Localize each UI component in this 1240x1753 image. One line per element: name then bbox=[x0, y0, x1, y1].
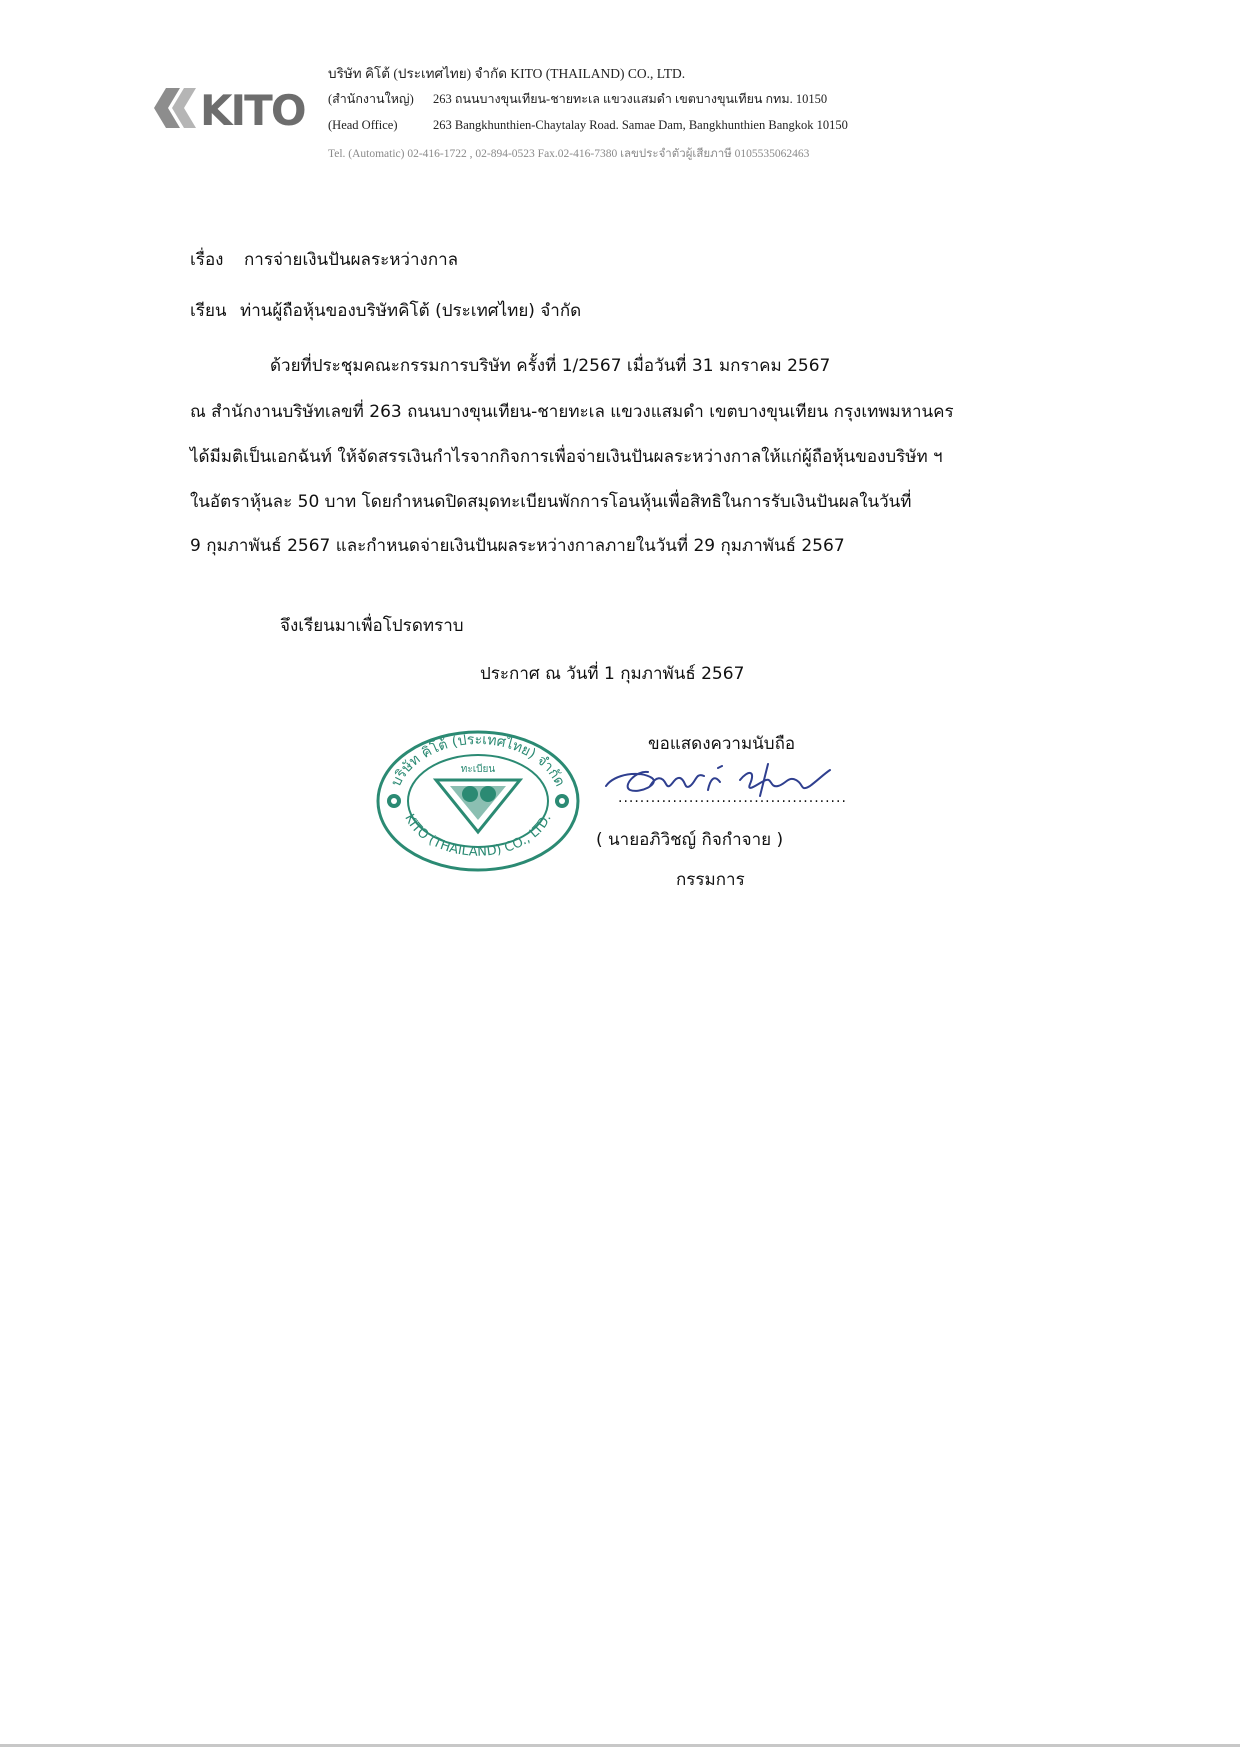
body-line: 9 กุมภาพันธ์ 2567 และกำหนดจ่ายเงินปันผลระหว่างกาลภายในวันที่ 29 กุมภาพันธ์ 2567 bbox=[190, 536, 845, 556]
company-stamp bbox=[374, 728, 582, 874]
stamp-bottom-text: KITO (THAILAND) CO., LTD. bbox=[401, 811, 555, 860]
head-office-thai-address: 263 ถนนบางขุนเทียน-ชายทะเล แขวงแสมดำ เขตบางขุนเทียน กทม. 10150 bbox=[433, 92, 828, 106]
subject-text: การจ่ายเงินปันผลระหว่างกาล bbox=[244, 250, 459, 270]
kito-logo bbox=[150, 82, 305, 135]
head-office-english bbox=[328, 118, 848, 133]
recipient-label: เรียน bbox=[190, 301, 227, 321]
company-name: บริษัท คิโต้ (ประเทศไทย) จำกัด KITO (THAILAND) CO., LTD. bbox=[328, 66, 686, 81]
body-line: ในอัตราหุ้นละ 50 บาท โดยกำหนดปิดสมุดทะเบียนพักการโอนหุ้นเพื่อสิทธิในการรับเงินปันผลในวันที่ bbox=[190, 492, 912, 512]
closing-line: จึงเรียนมาเพื่อโปรดทราบ bbox=[280, 616, 464, 636]
stamp-inner-text: ทะเบียน bbox=[460, 764, 496, 775]
signer-name: ( นายอภิวิชญ์ กิจกำจาย ) bbox=[596, 830, 784, 850]
scan-edge bbox=[0, 1744, 1240, 1747]
body-line: ด้วยที่ประชุมคณะกรรมการบริษัท ครั้งที่ 1/2567 เมื่อวันที่ 31 มกราคม 2567 bbox=[270, 356, 831, 376]
head-office-english-address: 263 Bangkhunthien-Chaytalay Road. Samae Dam, Bangkhunthien Bangkok 10150 bbox=[433, 118, 848, 132]
respect-closing: ขอแสดงความนับถือ bbox=[648, 734, 796, 754]
subject-label: เรื่อง bbox=[190, 250, 224, 270]
head-office-thai-label: (สำนักงานใหญ่) bbox=[328, 92, 414, 106]
announcement-date: ประกาศ ณ วันที่ 1 กุมภาพันธ์ 2567 bbox=[480, 664, 745, 684]
body-line: ได้มีมติเป็นเอกฉันท์ ให้จัดสรรเงินกำไรจากกิจการเพื่อจ่ายเงินปันผลระหว่างกาลให้แก่ผู้ถือหุ้นของบริษัท ฯ bbox=[190, 447, 943, 467]
head-office-thai bbox=[328, 89, 827, 109]
signer-position: กรรมการ bbox=[676, 870, 745, 890]
svg-text:KITO: KITO bbox=[200, 86, 305, 135]
body-line: ณ สำนักงานบริษัทเลขที่ 263 ถนนบางขุนเทียน-ชายทะเล แขวงแสมดำ เขตบางขุนเทียน กรุงเทพมหานคร bbox=[190, 402, 954, 422]
signature-line: .......................................... bbox=[618, 790, 847, 806]
recipient-text: ท่านผู้ถือหุ้นของบริษัทคิโต้ (ประเทศไทย) จำกัด bbox=[240, 301, 582, 321]
stamp-top-text: บริษัท คิโต้ (ประเทศไทย) จำกัด bbox=[388, 731, 568, 790]
head-office-english-label: (Head Office) bbox=[328, 118, 398, 132]
contact-line: Tel. (Automatic) 02-416-1722 , 02-894-0523 Fax.02-416-7380 เลขประจำตัวผู้เสียภาษี 0105535062463 bbox=[328, 148, 810, 160]
